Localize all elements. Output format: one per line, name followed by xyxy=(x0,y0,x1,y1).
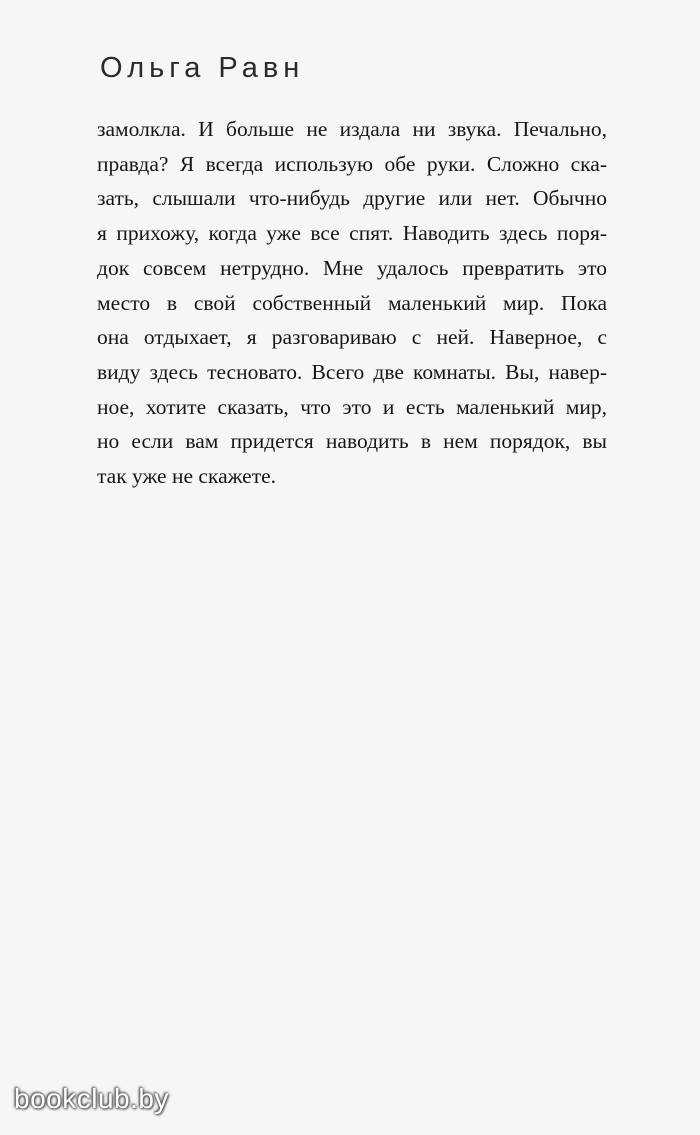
text-line: но если вам придется наводить в нем порядок, вы xyxy=(97,429,607,454)
text-line: замолкла. И больше не издала ни звука. Печально, xyxy=(97,117,607,141)
text-line: ное, хотите сказать, что это и есть маленький мир, xyxy=(97,394,607,419)
text-line: док совсем нетрудно. Мне удалось превратить это xyxy=(97,255,607,280)
text-line: место в свой собственный маленький мир. Пока xyxy=(97,290,607,315)
watermark: bookclub.by xyxy=(14,1083,169,1114)
text-line: она отдыхает, я разговариваю с ней. Наверное, с xyxy=(97,325,607,350)
running-head: Ольга Равн xyxy=(100,52,305,84)
body-text xyxy=(97,112,607,494)
text-line: я прихожу, когда уже все спят. Наводить здесь поря- xyxy=(97,221,607,246)
text-line: так уже не скажете. xyxy=(97,464,277,489)
text-line: виду здесь тесновато. Всего две комнаты. Вы, навер- xyxy=(97,359,607,384)
text-line: зать, слышали что-нибудь другие или нет. Обычно xyxy=(97,186,607,211)
text-line: правда? Я всегда использую обе руки. Сложно ска- xyxy=(97,151,607,176)
